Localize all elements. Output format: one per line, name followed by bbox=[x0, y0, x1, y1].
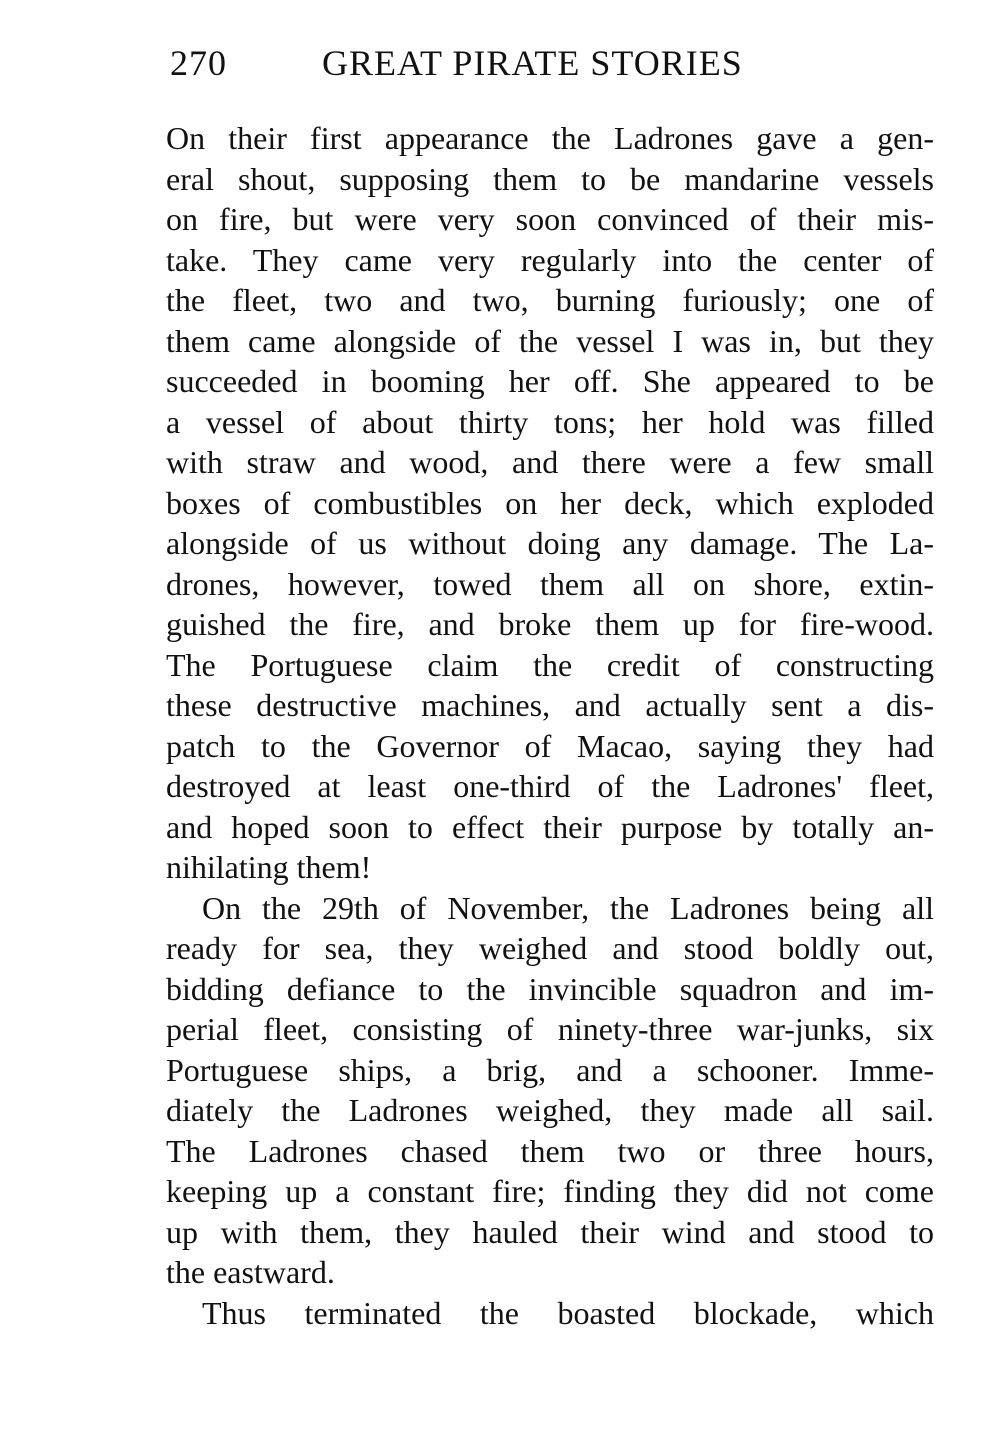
text-line: diately the Ladrones weighed, they made all sail. bbox=[166, 1092, 934, 1128]
text-line: guished the fire, and broke them up for fire-wood. bbox=[166, 606, 934, 642]
text-line: these destructive machines, and actually sent a dis- bbox=[166, 687, 934, 723]
running-title: GREAT PIRATE STORIES bbox=[322, 43, 743, 83]
text-line: destroyed at least one-third of the Ladrones' fleet, bbox=[166, 768, 934, 804]
text-line: and hoped soon to effect their purpose by totally an- bbox=[166, 808, 934, 845]
text-line: perial fleet, consisting of ninety-three war-junks, six bbox=[166, 1011, 934, 1047]
text-line: them came alongside of the vessel I was in, but they bbox=[166, 322, 934, 359]
page-number: 270 bbox=[170, 43, 227, 83]
paragraph bbox=[166, 1293, 934, 1334]
text-line: up with them, they hauled their wind and stood to bbox=[166, 1213, 934, 1250]
text-line: bidding defiance to the invincible squadron and im- bbox=[166, 970, 934, 1007]
text-line: on fire, but were very soon convinced of their mis- bbox=[166, 201, 934, 237]
text-line: the eastward. bbox=[166, 1254, 335, 1290]
page-header bbox=[170, 42, 940, 92]
text-line: keeping up a constant fire; finding they did not come bbox=[166, 1173, 934, 1209]
paragraph bbox=[166, 118, 934, 888]
text-line: Portuguese ships, a brig, and a schooner. Imme- bbox=[166, 1051, 934, 1088]
text-line: The Portuguese claim the credit of constructing bbox=[166, 646, 934, 683]
text-line: ready for sea, they weighed and stood boldly out, bbox=[166, 930, 934, 966]
text-line: the fleet, two and two, burning furiously; one of bbox=[166, 282, 934, 318]
text-line: alongside of us without doing any damage. The La- bbox=[166, 525, 934, 561]
text-line: nihilating them! bbox=[166, 849, 372, 885]
text-line: eral shout, supposing them to be mandarine vessels bbox=[166, 160, 934, 197]
text-line: Thus terminated the boasted blockade, which bbox=[202, 1294, 934, 1331]
text-line: take. They came very regularly into the center of bbox=[166, 241, 934, 278]
text-line: On the 29th of November, the Ladrones being all bbox=[202, 889, 934, 926]
text-line: with straw and wood, and there were a few small bbox=[166, 444, 934, 480]
paragraph bbox=[166, 888, 934, 1293]
text-line: patch to the Governor of Macao, saying they had bbox=[166, 727, 934, 764]
text-line: The Ladrones chased them two or three hours, bbox=[166, 1132, 934, 1169]
text-line: succeeded in booming her off. She appeared to be bbox=[166, 363, 934, 399]
body-text bbox=[166, 118, 934, 1333]
text-line: boxes of combustibles on her deck, which exploded bbox=[166, 484, 934, 521]
text-line: drones, however, towed them all on shore, extin- bbox=[166, 565, 934, 602]
text-line: a vessel of about thirty tons; her hold was filled bbox=[166, 403, 934, 440]
text-line: On their first appearance the Ladrones gave a gen- bbox=[166, 120, 934, 156]
